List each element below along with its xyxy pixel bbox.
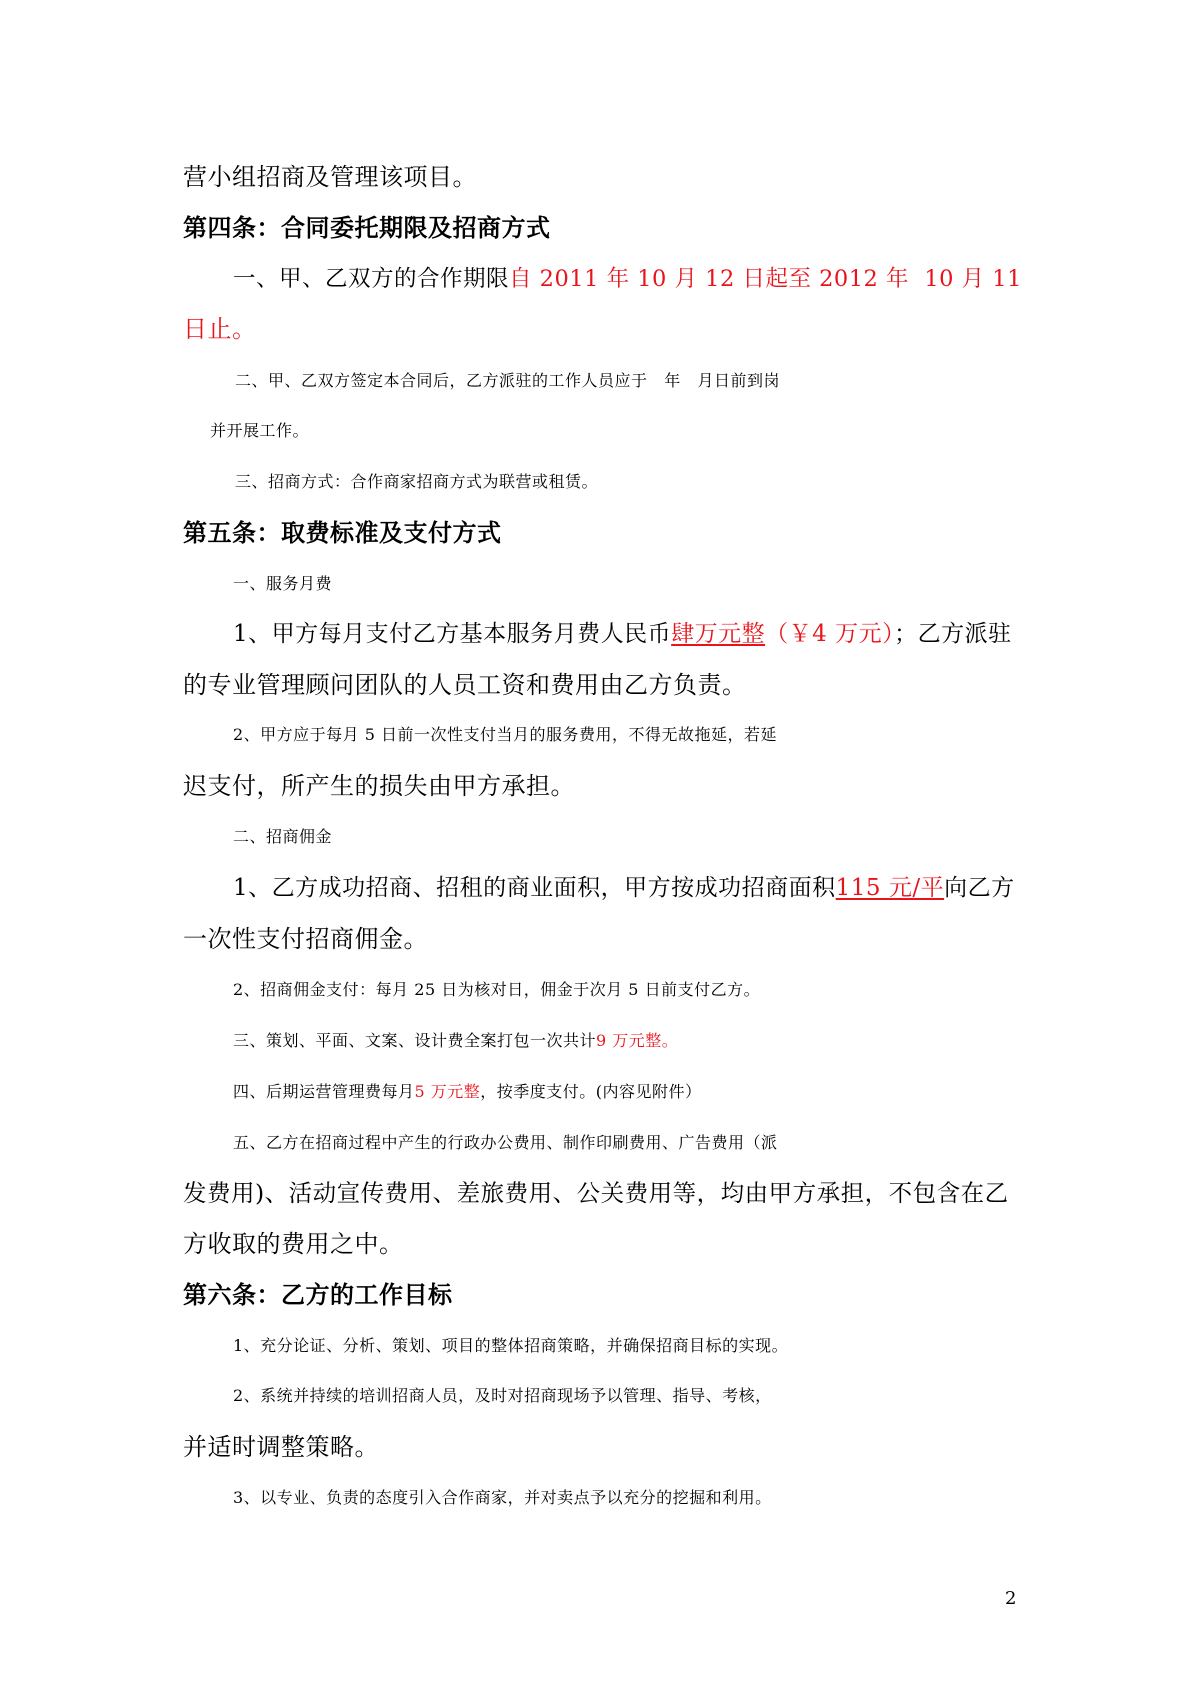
commission-rate-line	[233, 873, 1023, 903]
commission-rate-tail: 向乙方	[944, 875, 1015, 901]
paragraph-line: 发费用)、活动宣传费用、差旅费用、公关费用等，均由甲方承担，不包含在乙	[183, 1179, 1009, 1207]
monthly-fee-line	[233, 619, 1023, 649]
cooperation-period-end: 日止。	[183, 315, 257, 343]
staff-arrival-line: 二、甲、乙双方签定本合同后，乙方派驻的工作人员应于 年 月日前到岗	[235, 371, 781, 390]
commission-heading: 二、招商佣金	[233, 827, 333, 846]
page-number: 2	[1005, 1588, 1017, 1609]
cooperation-period-line	[233, 264, 1023, 294]
paragraph-line: 一次性支付招商佣金。	[183, 925, 428, 953]
expenses-line: 五、乙方在招商过程中产生的行政办公费用、制作印刷费用、广告费用（派	[233, 1133, 778, 1152]
design-fee-amount: 9 万元整。	[596, 1031, 679, 1050]
monthly-fee-label: 1、甲方每月支付乙方基本服务月费人民币	[233, 621, 672, 647]
paragraph-line: 的专业管理顾问团队的人员工资和费用由乙方负责。	[183, 671, 747, 699]
cooperation-period-label: 一、甲、乙双方的合作期限	[233, 266, 510, 292]
paragraph-line: 营小组招商及管理该项目。	[183, 163, 477, 191]
design-fee-line	[233, 1026, 1073, 1056]
paragraph-line: 迟支付，所产生的损失由甲方承担。	[183, 772, 575, 800]
monthly-fee-amount: 肆万元整	[671, 621, 766, 647]
commission-rate-label: 1、乙方成功招商、招租的商业面积，甲方按成功招商面积	[233, 875, 836, 901]
goal-item-3: 3、以专业、负责的态度引入合作商家，并对卖点予以充分的挖掘和利用。	[233, 1488, 772, 1507]
service-fee-heading: 一、服务月费	[233, 574, 333, 593]
paragraph-line: 方收取的费用之中。	[183, 1230, 404, 1258]
commission-rate-amount: 115 元/平	[835, 875, 945, 901]
article-four-heading: 第四条：合同委托期限及招商方式	[183, 213, 551, 242]
goal-item-2: 2、系统并持续的培训招商人员，及时对招商现场予以管理、指导、考核，	[233, 1386, 772, 1405]
monthly-fee-figure: （￥4 万元）	[765, 621, 895, 647]
management-fee-amount: 5 万元整	[414, 1082, 481, 1101]
management-fee-label: 四、后期运营管理费每月	[233, 1082, 415, 1101]
commission-payment-line: 2、招商佣金支付：每月 25 日为核对日，佣金于次月 5 日前支付乙方。	[233, 980, 761, 999]
leasing-method-line: 三、招商方式：合作商家招商方式为联营或租赁。	[235, 472, 599, 491]
payment-deadline-line: 2、甲方应于每月 5 日前一次性支付当月的服务费用，不得无故拖延，若延	[233, 725, 778, 744]
cooperation-period-dates: 自 2011 年 10 月 12 日起至 2012 年 10 月 11	[509, 266, 1022, 292]
design-fee-label: 三、策划、平面、文案、设计费全案打包一次共计	[233, 1031, 597, 1050]
goal-item-1: 1、充分论证、分析、策划、项目的整体招商策略，并确保招商目标的实现。	[233, 1336, 789, 1355]
paragraph-line: 并适时调整策略。	[183, 1433, 379, 1461]
management-fee-line	[233, 1077, 1073, 1107]
article-six-heading: 第六条：乙方的工作目标	[183, 1280, 453, 1309]
paragraph-line: 并开展工作。	[210, 421, 310, 440]
article-five-heading: 第五条：取费标准及支付方式	[183, 518, 502, 547]
management-fee-tail: ，按季度支付。(内容见附件）	[480, 1082, 702, 1101]
monthly-fee-tail: ；乙方派驻	[894, 621, 1012, 647]
